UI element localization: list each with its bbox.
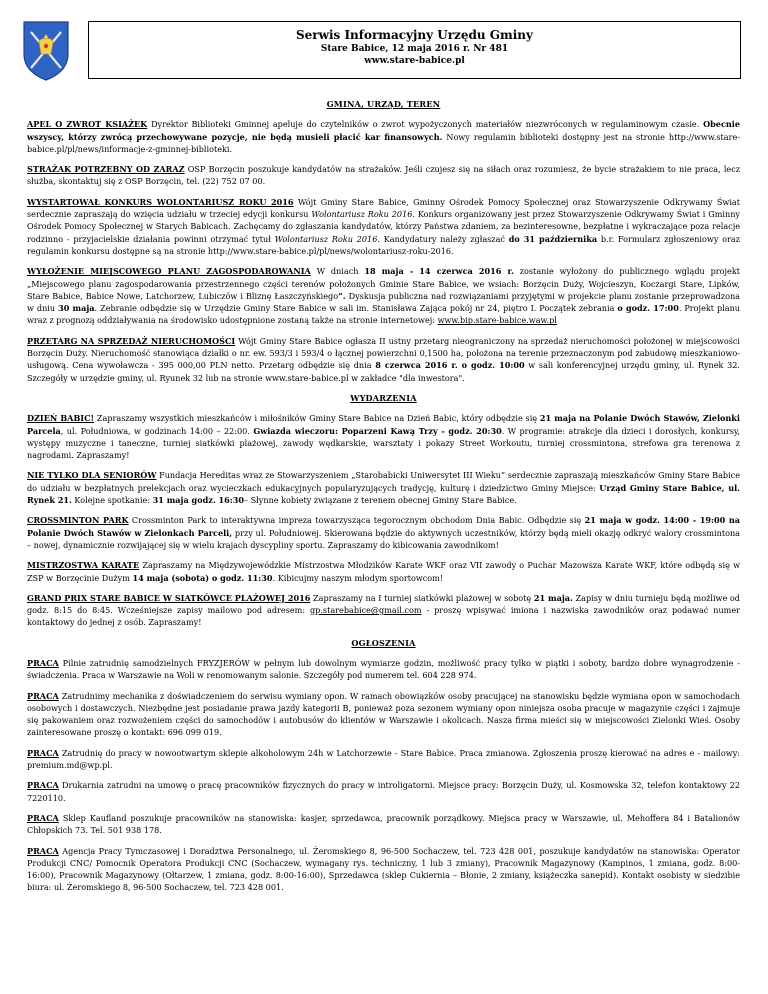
ad-text: Agencja Pracy Tymczasowej i Doradztwa Personalnego, ul. Żeromskiego 8, 96-500 Sochaczew, tel. 723 428 001, poszukuje kandydatów na stanowiska: Operator Produkcji CNC/ Pomocnik Operatora Produkcji CNC (Sochaczew, wymagany rys. techniczny, 1 lub 3 zmiany), Pracownik Magazynowy (Kampinos, 1 zmiana, godz. 8:00-16:00), Pracownik Magazynowy (Ołtarzew, 1 zmiana, godz. 8:00-16:00), Sprzedawca (sklep Cukiernia – Błonie, 2 zmiany, książeczka sanepid). Kontakt osobisty w siedzibie biura: ul. Żeromskiego 8, 96-500 Sochaczew, tel. 723 428 001. bbox=[27, 845, 740, 893]
article-bold: 8 czerwca 2016 r. o godz. 10:00 bbox=[375, 360, 525, 371]
ad-heading: PRACA bbox=[27, 812, 59, 823]
article-przetarg bbox=[27, 335, 740, 384]
document-body bbox=[27, 98, 740, 902]
ad-heading: PRACA bbox=[27, 780, 59, 791]
event-text: Crossminton Park to interaktywna impreza towarzysząca tegorocznym obchodom Dnia Babic. Odbędzie się bbox=[128, 515, 585, 526]
article-text: Nowy regulamin biblioteki dostępny jest na stronie http://www.stare-babice.pl/pl/news/informacje-z-gminnej-biblioteki. bbox=[27, 131, 740, 154]
email-link[interactable]: gp.starebabice@gmail.com bbox=[310, 605, 422, 616]
article-text: zostanie wyłożony do publicznego wglądu projekt „Miejscowego planu zagospodarowania przestrzennego części terenów położonych Gminie Stare Babice, we wsiach: Borzęcin Duży, Wojcieszyn, Koczargi Stare, Lipków, Stare Babice, Babice Nowe, Latchorzew, Lubiczów i Bliznę Łaszczyńskiego bbox=[27, 266, 741, 301]
header-title: Serwis Informacyjny Urzędu Gminy bbox=[296, 28, 533, 42]
header-website: www.stare-babice.pl bbox=[364, 56, 465, 66]
article-text: Dyskusja publiczna nad rozwiązaniami przyjętymi w projekcie planu zostanie przeprowadzona w dniu bbox=[27, 290, 740, 314]
ad-text: Zatrudnimy mechanika z doświadczeniem do serwisu wymiany opon. W ramach obowiązków osoby pracującej na stanowisku będzie wymiana opon w samochodach osobowych i dostawczych. Niezbędne jest posiadanie prawa jazdy kategorii B, ponieważ poza sezonem wymiany opon niniejsza osoba pracuje w magazynie części i zajmuje się pakowaniem oraz rozwożeniem części do samochodów i autobusów do klientów w Warszawie i okolicach. Nasza firma mieści się w miejscowości Zielonki Wieś. Osoby zainteresowane proszę o kontakt: 696 099 019. bbox=[27, 690, 740, 738]
article-bold: Obecnie wszyscy, którzy zwrócą przechowywane pozycje, nie będą musieli płacić kar finansowych. bbox=[27, 119, 740, 142]
coat-of-arms-icon bbox=[21, 20, 71, 82]
event-text: Zapraszamy na Międzywojewódzkie Mistrzostwa Młodzików Karate WKF oraz VII zawody o Puchar Mazowsza Karate WKF, które odbędą się w ZSP w Borzęcinie Dużym bbox=[27, 560, 741, 583]
article-text: Konkurs organizowany jest przez Stowarzyszenie Odkrywamy Świat i Gminny Ośrodek Pomocy Społecznej w Starych Babicach. Zachęcamy do zgłaszania kandydatów, którzy Państwa zdaniem, za bezinteresowne, bezpłatne i wykraczające poza relacje rodzinno - przyjacielskie działania powinni otrzymać tytuł bbox=[27, 209, 740, 244]
document-header bbox=[88, 21, 741, 79]
event-text: przy ul. Południowej. Skierowana będzie do aktywnych uczestników, którzy będą mieli okazję odkryć walory crossmintona – nowej, dynamicznie rozwijającej się w wielu krajach dyscypliny sportu. Zapraszamy do kibicowania zawodnikom! bbox=[27, 527, 740, 550]
ad-agencja-pracy bbox=[27, 845, 740, 894]
ad-mechanik bbox=[27, 690, 740, 739]
event-heading: DZIEŃ BABIC! bbox=[27, 413, 95, 424]
article-bold: do 31 października bbox=[508, 233, 598, 244]
article-bold: 18 maja - 14 czerwca 2016 r. bbox=[364, 266, 514, 277]
article-heading: PRZETARG NA SPRZEDAŻ NIERUCHOMOŚCI bbox=[27, 335, 236, 346]
article-italic: Wolontariusz Roku 2016. bbox=[274, 233, 380, 244]
event-heading: MISTRZOSTWA KARATE bbox=[27, 560, 140, 571]
ad-text: Drukarnia zatrudni na umowę o pracę pracowników fizycznych do pracy w introligatorni. Miejsce pracy: Borzęcin Duży, ul. Kosmowska 32, telefon kontaktowy 22 7220110. bbox=[27, 780, 740, 803]
event-text: Zapraszamy na I turniej siatkówki plażowej w sobotę bbox=[310, 592, 534, 603]
article-text: . Zebranie odbędzie się w Urzędzie Gminy Stare Babice w sali im. Stanisława Zająca pokój nr 24, piętro I. Początek zebrania bbox=[94, 303, 618, 314]
event-bold: 21 maja. bbox=[533, 592, 573, 603]
event-heading: GRAND PRIX STARE BABICE W SIATKÓWCE PLAŻOWEJ 2016 bbox=[27, 592, 311, 603]
event-bold: 14 maja (sobota) o godz. 11:30 bbox=[132, 572, 273, 583]
ad-fryzjer bbox=[27, 657, 740, 682]
event-text: Kolejne spotkanie: bbox=[71, 495, 153, 506]
event-heading: CROSSMINTON PARK bbox=[27, 515, 129, 526]
article-heading: APEL O ZWROT KSIĄŻEK bbox=[27, 119, 148, 130]
article-strazak bbox=[27, 163, 740, 188]
article-text: W dniach bbox=[310, 266, 365, 277]
article-bold: 30 maja bbox=[58, 303, 95, 314]
article-text: w sali konferencyjnej urzędu gminy, ul. Rynek 32. Szczegóły w urzędzie gminy, ul. Ryunek 32 lub na stronie www.stare-babice.pl w zakładce "dla inwestora". bbox=[27, 360, 741, 383]
article-plan-zagospodarowania bbox=[27, 265, 740, 326]
article-heading: STRAŻAK POTRZEBNY OD ZARAZ bbox=[27, 164, 185, 175]
article-wolontariusz bbox=[27, 196, 740, 257]
section-heading-wydarzenia: WYDARZENIA bbox=[350, 392, 417, 403]
event-bold: 21 maja na Polanie Dwóch Stawów, Zielonki Parcela bbox=[27, 413, 740, 436]
ad-text: Pilnie zatrudnię samodzielnych FRYZJERÓW w pełnym lub dowolnym wymiarze godzin, możliwość pracy tylko w piątki i soboty, bardzo dobre wynagrodzenie - świadczenia. Praca w Warszawie na Woli w renomowanym salonie. Szczegóły pod numerem tel. 604 228 974. bbox=[27, 657, 740, 681]
article-text: Kandydatury należy zgłaszać bbox=[379, 233, 509, 244]
article-apel-o-zwrot bbox=[27, 118, 740, 155]
header-issue: Stare Babice, 12 maja 2016 r. Nr 481 bbox=[320, 44, 509, 54]
article-text: . Projekt planu wraz z prognozą oddziaływania na środowisko udostępnione zostaną także na stronie internetowej: bbox=[27, 303, 740, 326]
ad-text: Sklep Kaufland poszukuje pracowników na stanowiska: kasjer, sprzedawca, pracownik porządkowy. Miejsca pracy w Warszawie, ul. Mehoffera 84 i Batalionów Chłopskich 73. Tel. 501 938 178. bbox=[27, 812, 740, 836]
event-bold: Gwiazda wieczoru: Poparzeni Kawą Trzy - godz. 20:30 bbox=[253, 425, 502, 436]
event-text: Zapisy w dniu turnieju będą możliwe od godz. 8:15 do 8:45. Wcześniejsze zapisy mailowo pod adresem: bbox=[27, 592, 740, 616]
event-text: – Słynne kobiety związane z terenem obecnej Gminy Stare Babice. bbox=[244, 495, 517, 506]
event-text: . W programie: atrakcje dla dzieci i dorosłych, konkursy, występy muzyczne i taneczne, turniej siatkówki plażowej, zawody wędkarskie, warsztaty i pokazy Street Workoutu, turniej crossmintona, strefowa gra terenowa z nagrodami. Zapraszamy! bbox=[27, 425, 740, 461]
ad-heading: PRACA bbox=[27, 747, 59, 758]
event-text: Fundacja Hereditas wraz ze Stowarzyszeniem „Starobabicki Uniwersytet III Wieku” serdecznie zapraszają mieszkańców Gminy Stare Babice do udziału w bezpłatnych prelekcjach oraz wycieczkach edukacyjnych popularyzujących tradycję, kulturę i dziedzictwo Gminy Miejsce: bbox=[27, 470, 740, 493]
article-bold: o godz. 17:00 bbox=[617, 303, 679, 314]
bip-link[interactable]: www.bip.stare-babice.waw.pl bbox=[437, 315, 557, 326]
event-text: - proszę wpisywać imiona i nazwiska zawodników oraz podawać numer kontaktowy do jednej z osób. Zapraszamy! bbox=[27, 605, 740, 628]
event-karate bbox=[27, 559, 740, 584]
ad-kaufland bbox=[27, 812, 740, 837]
article-text: OSP Borzęcin poszukuje kandydatów na strażaków. Jeśli czujesz się na siłach oraz rozumiesz, że bycie strażakiem to nie praca, lecz służba, skontaktuj się z OSP Borzęcin, tel. (22) 752 07 00. bbox=[27, 164, 740, 187]
event-dzien-babic bbox=[27, 412, 740, 461]
event-bold: Urząd Gminy Stare Babice, ul. Rynek 21. bbox=[27, 482, 740, 506]
section-heading-gmina: GMINA, URZĄD, TEREN bbox=[326, 99, 441, 109]
ad-heading: PRACA bbox=[27, 845, 59, 856]
ad-text: Zatrudnię do pracy w nowootwartym sklepie alkoholowym 24h w Latchorzewie - Stare Babice. Praca zmianowa. Zgłoszenia proszę kierować na adres e - mailowy: premium.md@wp.pl. bbox=[27, 747, 740, 771]
event-text: Zapraszamy wszystkich mieszkańców i miłośników Gminy Stare Babice na Dzień Babic, który odbędzie się bbox=[94, 413, 540, 424]
event-heading: NIE TYLKO DLA SENIORÓW bbox=[27, 470, 157, 481]
ad-drukarnia bbox=[27, 779, 740, 804]
article-heading: WYSTARTOWAŁ KONKURS WOLONTARIUSZ ROKU 2016 bbox=[27, 196, 294, 207]
event-crossminton bbox=[27, 514, 740, 551]
ad-heading: PRACA bbox=[27, 657, 59, 668]
ad-heading: PRACA bbox=[27, 690, 59, 701]
event-nie-tylko-dla-seniorow bbox=[27, 469, 740, 506]
article-text: b.r. Formularz zgłoszeniowy oraz regulamin konkursu dostępne są na stronie http://www.stare-babice.pl/pl/news/wolontariusz-roku-2016. bbox=[27, 233, 740, 256]
article-italic: Wolontariusz Roku 2016. bbox=[311, 209, 415, 220]
event-grand-prix bbox=[27, 592, 740, 629]
event-text: , ul. Południowa, w godzinach 14:00 – 22:00. bbox=[60, 425, 254, 436]
event-bold: 31 maja godz. 16:30 bbox=[152, 495, 244, 506]
article-text: Dyrektor Biblioteki Gminnej apeluje do czytelników o zwrot wypożyczonych materiałów niezwróconych w regulaminowym czasie. bbox=[147, 119, 704, 130]
section-heading-ogloszenia: OGŁOSZENIA bbox=[351, 637, 416, 648]
article-bold: ”. bbox=[338, 290, 346, 301]
article-text: Wójt Gminy Stare Babice, Gminny Ośrodek Pomocy Społecznej oraz Stowarzyszenie Odkrywamy Świat serdecznie zapraszają do wzięcia udziału w trzeciej edycji konkursu bbox=[27, 196, 740, 220]
article-heading: WYŁOŻENIE MIEJSCOWEGO PLANU ZAGOSPODAROWANIA bbox=[27, 266, 311, 277]
ad-sklep-alkoholowy bbox=[27, 747, 740, 772]
article-text: Wójt Gminy Stare Babice ogłasza II ustny przetarg nieograniczony na sprzedaż nieruchomości położonej w miejscowości Borzęcin Duży. Nieruchomość stanowiąca działki o nr. ew. 593/3 i 593/4 o łącznej powierzchni 0,1500 ha, położona na terenie przeznaczonym pod zabudowę mieszkaniowo-usługową. Cena wywoławcza - 395 000,00 PLN netto. Przetarg odbędzie się dnia bbox=[27, 335, 740, 371]
event-bold: 21 maja w godz. 14:00 - 19:00 na Polanie Dwóch Stawów w Zielonkach Parceli, bbox=[27, 515, 741, 538]
event-text: . Kibicujmy naszym młodym sportowcom! bbox=[272, 572, 444, 583]
